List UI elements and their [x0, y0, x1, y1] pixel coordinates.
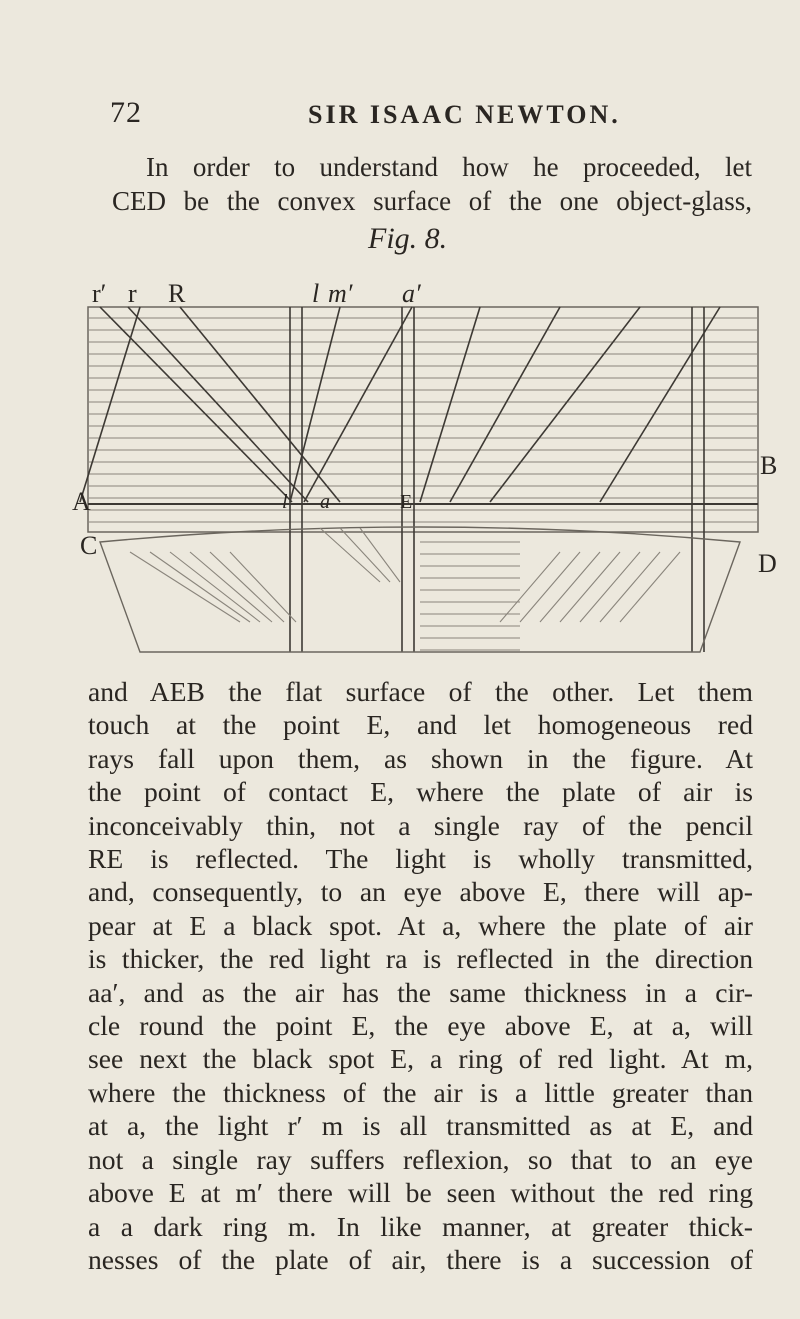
- body-line: aa′, and as the air has the same thickness in a cir-: [88, 976, 753, 1008]
- figure-diagram: [40, 252, 780, 662]
- label-D: D: [758, 549, 777, 578]
- body-line: and, consequently, to an eye above E, there will ap-: [88, 876, 753, 908]
- body-line: rays fall upon them, as shown in the figure. At: [88, 742, 753, 774]
- body-line: not a single ray suffers reflexion, so that to an eye: [88, 1143, 753, 1175]
- intro-line-1: In order to understand how he proceeded, let: [146, 152, 752, 182]
- flat-glass-plate: [80, 307, 758, 652]
- body-line: a a dark ring m. In like manner, at greater thick-: [88, 1210, 753, 1242]
- body-line: is thicker, the red light ra is reflected in the direction: [88, 943, 753, 975]
- body-line: above E at m′ there will be seen without the red ring: [88, 1177, 753, 1209]
- convex-glass-lens: [100, 527, 740, 652]
- body-line: cle round the point E, the eye above E, at a, will: [88, 1010, 753, 1042]
- label-A: A: [72, 487, 91, 516]
- label-r: r: [128, 279, 137, 308]
- label-l: l: [312, 279, 320, 308]
- label-B: B: [760, 451, 778, 480]
- figure-caption: Fig. 8.: [368, 222, 448, 255]
- body-line: pear at E a black spot. At a, where the plate of air: [88, 909, 753, 941]
- body-line: nesses of the plate of air, there is a succession of: [88, 1243, 753, 1275]
- body-line: where the thickness of the air is a little greater than: [88, 1076, 753, 1108]
- intro-paragraph: [112, 150, 752, 218]
- label-C: C: [80, 531, 98, 560]
- running-title: SIR ISAAC NEWTON.: [308, 100, 621, 129]
- body-paragraph: [88, 675, 753, 1276]
- body-line: inconceivably thin, not a single ray of the pencil: [88, 809, 753, 841]
- newton-rings-figure: [40, 252, 780, 667]
- page-number: 72: [110, 96, 142, 129]
- label-l-lower: l: [282, 491, 288, 513]
- label-R: R: [168, 279, 186, 308]
- page-header: [110, 96, 750, 136]
- body-line: RE is reflected. The light is wholly transmitted,: [88, 843, 753, 875]
- body-line: and AEB the flat surface of the other. Let them: [88, 676, 753, 707]
- label-E: E: [400, 491, 413, 513]
- label-a-prime: a′: [402, 279, 421, 308]
- label-a-lower: a: [320, 491, 330, 513]
- body-line: touch at the point E, and let homogeneous red: [88, 709, 753, 741]
- intro-line-2: CED be the convex surface of the one object-glass,: [112, 186, 752, 216]
- body-line: at a, the light r′ m is all transmitted as at E, and: [88, 1110, 753, 1142]
- label-m-prime: m′: [328, 279, 353, 308]
- body-line: the point of contact E, where the plate of air is: [88, 776, 753, 808]
- label-r-prime: r′: [92, 279, 107, 308]
- body-line: see next the black spot E, a ring of red light. At m,: [88, 1043, 753, 1075]
